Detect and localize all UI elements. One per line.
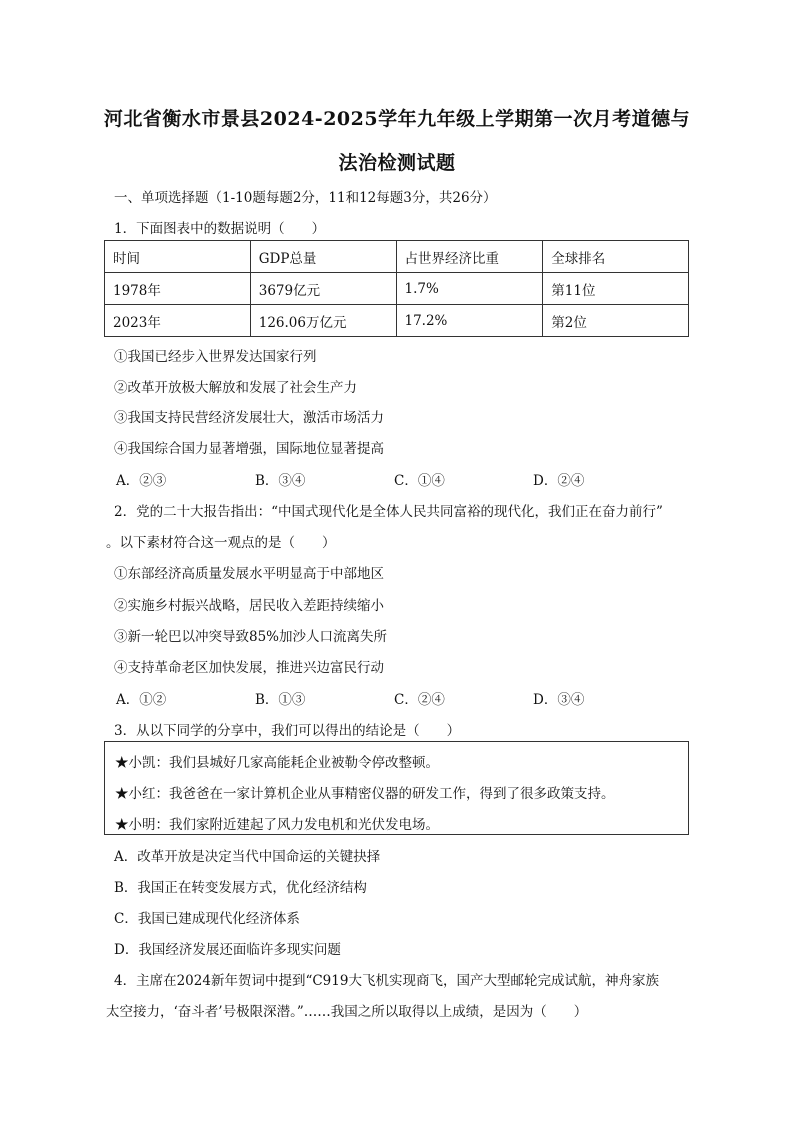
student-sharing-box — [104, 741, 689, 835]
exam-title-line-2: 法治检测试题 — [338, 152, 456, 174]
question-4-stem-line-2: 太空接力，‘奋斗者’号极限深潜。”……我国之所以取得以上成绩，是因为（ ） — [106, 1004, 588, 1020]
question-1-option-c[interactable]: C．①④ — [394, 473, 445, 489]
table-header-cell: 时间 — [105, 241, 251, 273]
question-3-stem: 3．从以下同学的分享中，我们可以得出的结论是（ ） — [114, 723, 461, 739]
question-2-stem-line-2: 。以下素材符合这一观点的是（ ） — [106, 535, 336, 551]
question-1-option-a[interactable]: A．②③ — [116, 473, 167, 489]
table-header-cell: GDP总量 — [250, 241, 396, 273]
question-2-statement-2: ②实施乡村振兴战略，居民收入差距持续缩小 — [114, 598, 384, 614]
question-2-statement-3: ③新一轮巴以冲突导致85%加沙人口流离失所 — [114, 629, 388, 645]
table-cell: 第11位 — [543, 273, 689, 305]
question-1-statement-4: ④我国综合国力显著增强，国际地位显著提高 — [114, 441, 384, 457]
question-1-stem: 1．下面图表中的数据说明（ ） — [114, 221, 326, 237]
table-header-row — [105, 241, 689, 273]
table-header-cell: 全球排名 — [543, 241, 689, 273]
table-header-cell: 占世界经济比重 — [396, 241, 543, 273]
table-row — [105, 305, 689, 337]
gdp-data-table — [104, 240, 689, 337]
table-cell: 2023年 — [105, 305, 251, 337]
table-row — [105, 273, 689, 305]
question-1-option-d[interactable]: D．②④ — [533, 473, 585, 489]
table-cell: 3679亿元 — [250, 273, 396, 305]
question-2-statement-4: ④支持革命老区加快发展，推进兴边富民行动 — [114, 660, 384, 676]
question-2-option-d[interactable]: D．③④ — [533, 692, 585, 708]
question-2-stem-line-1: 2．党的二十大报告指出：“中国式现代化是全体人民共同富裕的现代化，我们正在奋力前行” — [114, 504, 663, 520]
table-cell: 第2位 — [543, 305, 689, 337]
question-2-statement-1: ①东部经济高质量发展水平明显高于中部地区 — [114, 566, 384, 582]
sharing-xiaohong: ★小红：我爸爸在一家计算机企业从事精密仪器的研发工作，得到了很多政策支持。 — [115, 786, 615, 802]
question-1-option-b[interactable]: B．③④ — [255, 473, 306, 489]
table-cell: 17.2% — [396, 305, 543, 337]
table-cell: 1978年 — [105, 273, 251, 305]
table-cell: 126.06万亿元 — [250, 305, 396, 337]
question-1-statement-2: ②改革开放极大解放和发展了社会生产力 — [114, 380, 357, 396]
exam-title-line-1: 河北省衡水市景县2024-2025学年九年级上学期第一次月考道德与 — [103, 108, 691, 130]
sharing-xiaoming: ★小明：我们家附近建起了风力发电机和光伏发电场。 — [115, 817, 439, 833]
question-3-option-d[interactable]: D．我国经济发展还面临许多现实问题 — [114, 942, 341, 958]
question-4-stem-line-1: 4．主席在2024新年贺词中提到“C919大飞机实现商飞，国产大型邮轮完成试航，神舟家族 — [114, 973, 659, 989]
sharing-xiaokai: ★小凯：我们县城好几家高能耗企业被勒令停改整顿。 — [115, 755, 439, 771]
question-3-option-b[interactable]: B．我国正在转变发展方式，优化经济结构 — [114, 880, 367, 896]
table-cell: 1.7% — [396, 273, 543, 305]
question-1-statement-3: ③我国支持民营经济发展壮大，激活市场活力 — [114, 410, 384, 426]
question-2-option-c[interactable]: C．②④ — [394, 692, 445, 708]
section-header: 一、单项选择题（1-10题每题2分，11和12每题3分，共26分） — [114, 190, 497, 206]
question-3-option-c[interactable]: C．我国已建成现代化经济体系 — [114, 911, 300, 927]
question-1-statement-1: ①我国已经步入世界发达国家行列 — [114, 349, 317, 365]
question-2-option-a[interactable]: A．①② — [116, 692, 167, 708]
question-2-option-b[interactable]: B．①③ — [255, 692, 306, 708]
question-3-option-a[interactable]: A．改革开放是决定当代中国命运的关键抉择 — [114, 849, 381, 865]
